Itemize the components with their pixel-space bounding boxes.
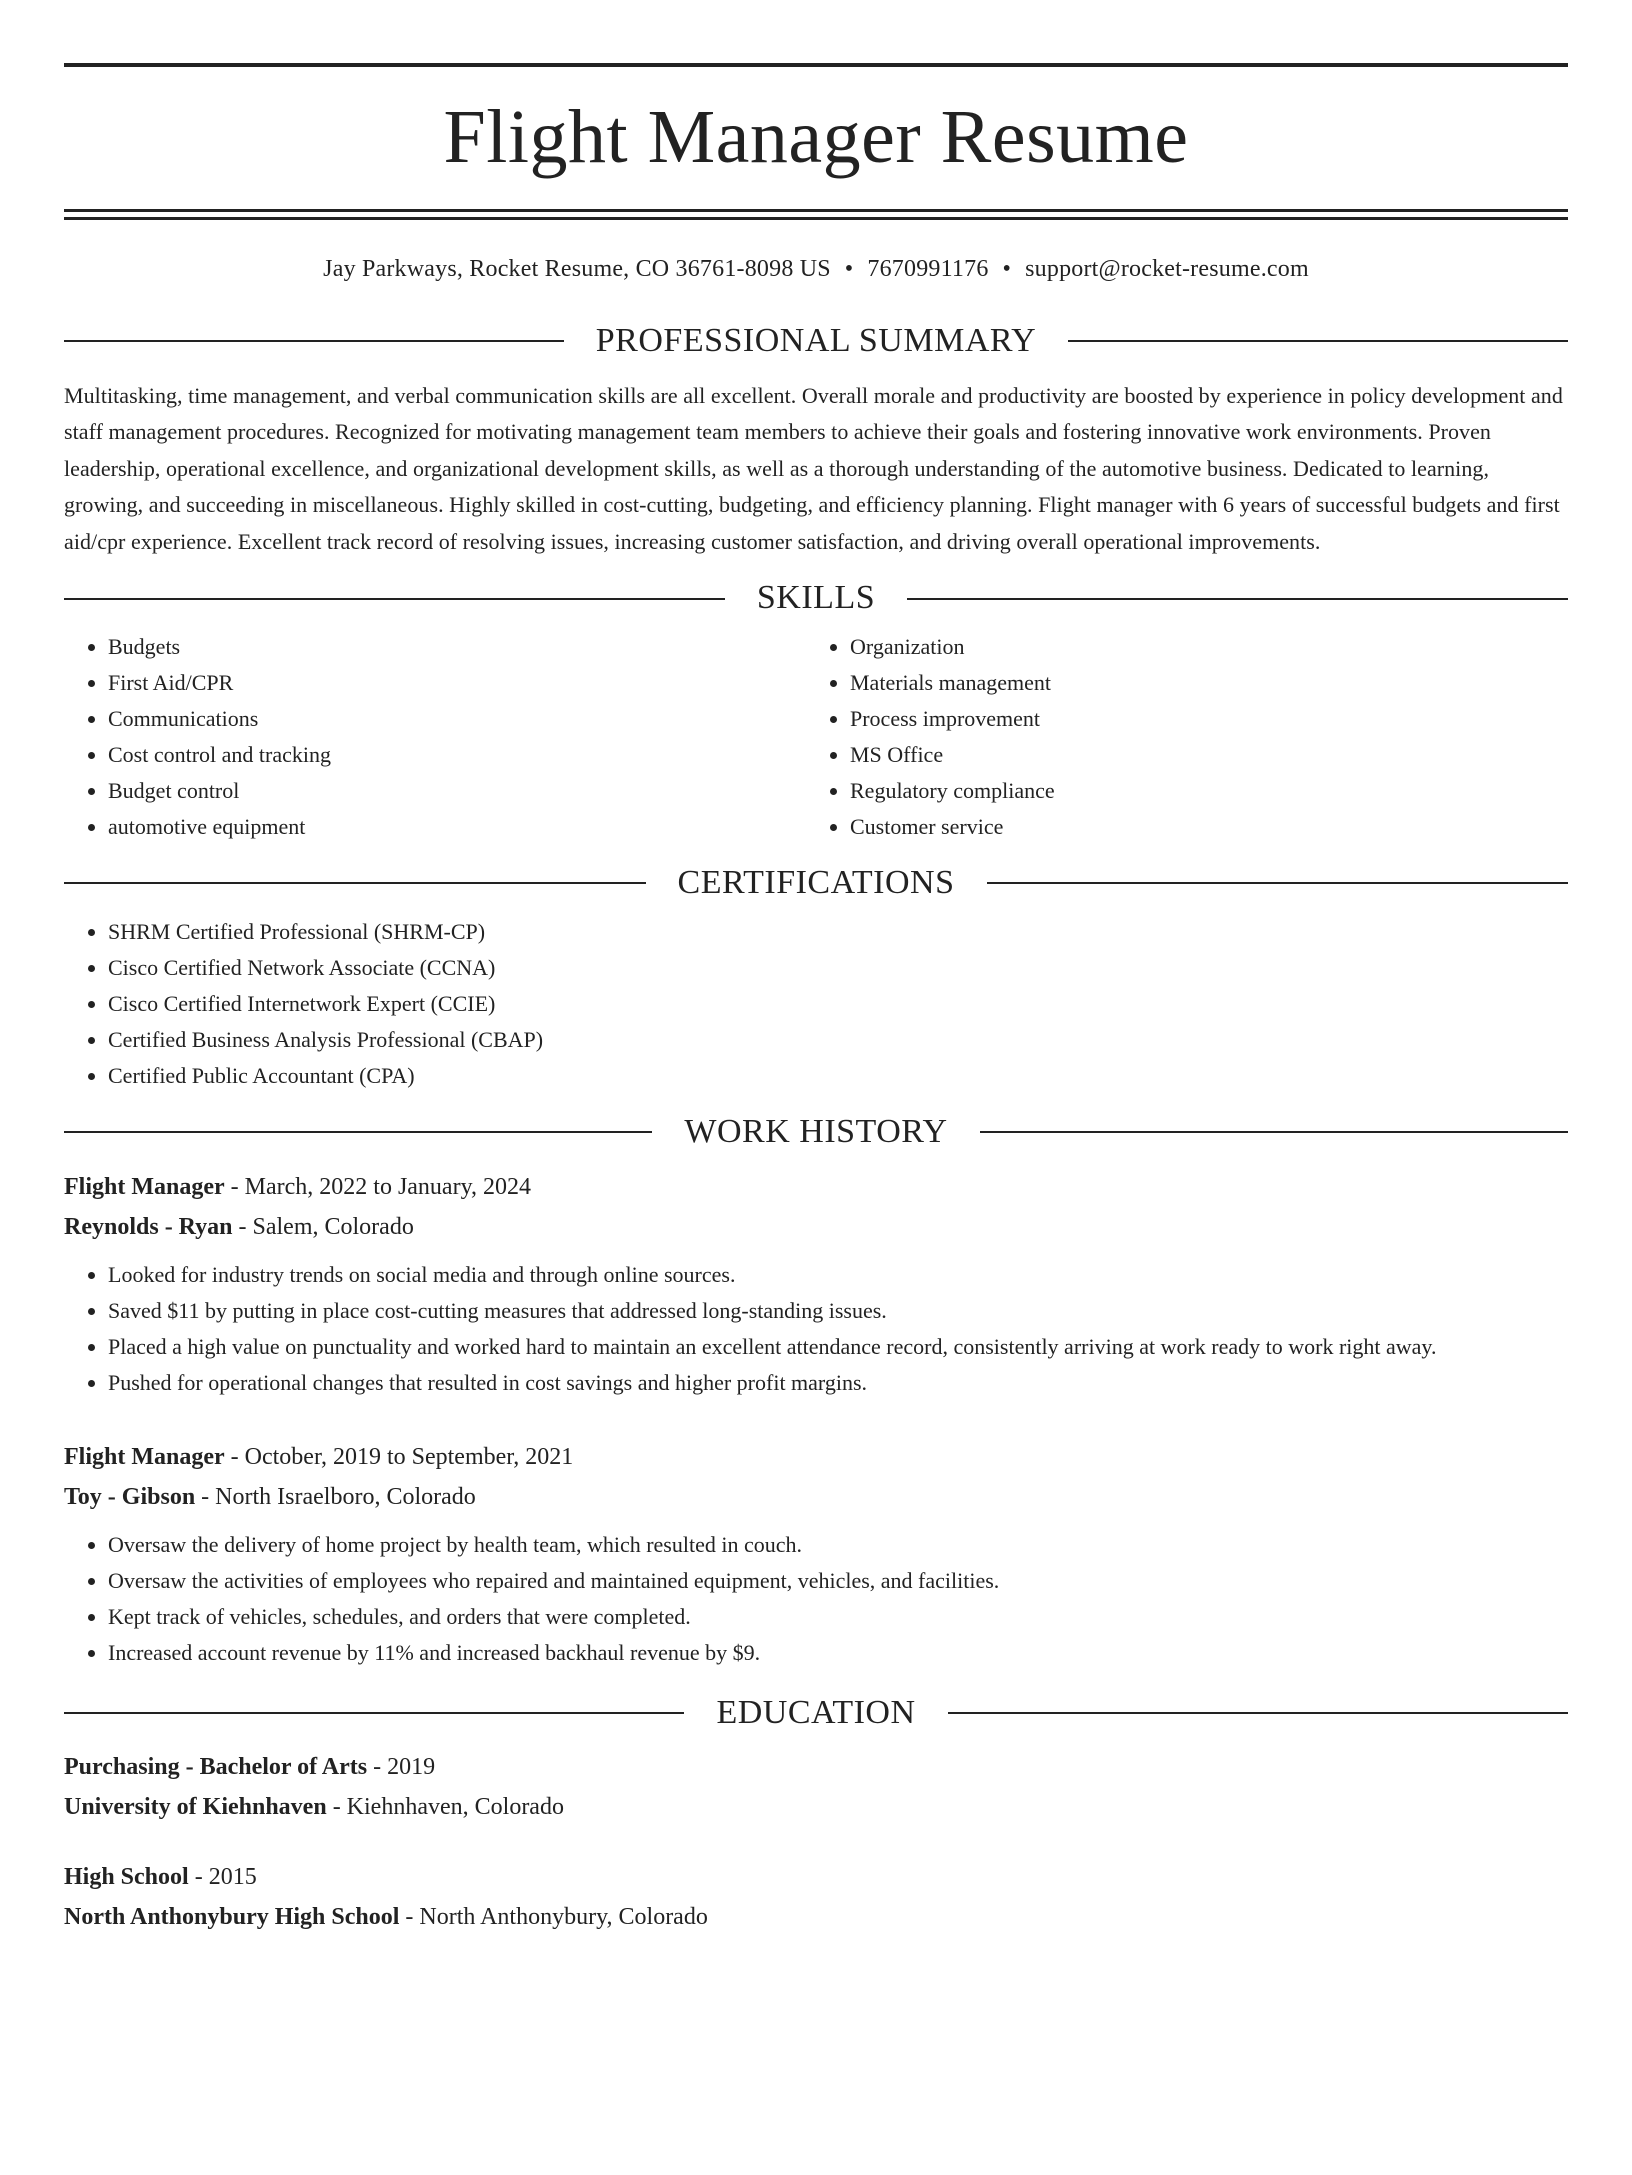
job-company-line [64, 1477, 1568, 1517]
degree: Purchasing - Bachelor of Arts [64, 1754, 368, 1781]
job-bullet: • Looked for industry trends on social media and through online sources. [108, 1257, 1568, 1293]
job-location: - Salem, Colorado [232, 1213, 414, 1240]
degree-line [64, 1747, 1568, 1787]
skills-left-column [64, 629, 806, 845]
job-company-line [64, 1207, 1568, 1247]
skill-item: • MS Office [850, 737, 1548, 773]
job-entry [64, 1167, 1568, 1401]
skill-item: • Materials management [850, 665, 1548, 701]
job-title: Flight Manager [64, 1443, 225, 1470]
certification-item: • Cisco Certified Network Associate (CCNA) [108, 950, 1568, 986]
job-dates: - March, 2022 to January, 2024 [224, 1173, 532, 1200]
job-company: Toy - Gibson [64, 1483, 196, 1510]
school-line [64, 1787, 1568, 1827]
skill-item: • Budgets [108, 629, 806, 665]
section-heading-certifications [64, 863, 1568, 904]
school-name: University of Kiehnhaven [64, 1794, 327, 1821]
degree: High School [64, 1864, 189, 1891]
section-heading-work [64, 1112, 1568, 1153]
section-title: SKILLS [756, 579, 876, 617]
skill-item: • Communications [108, 701, 806, 737]
job-bullets [64, 1527, 1568, 1671]
school-line [64, 1897, 1568, 1937]
skill-item: • automotive equipment [108, 809, 806, 845]
job-bullet: • Oversaw the delivery of home project by health team, which resulted in couch. [108, 1527, 1568, 1563]
section-title: PROFESSIONAL SUMMARY [595, 322, 1037, 359]
job-dates: - October, 2019 to September, 2021 [224, 1443, 574, 1470]
certification-item: • Certified Public Accountant (CPA) [108, 1058, 1568, 1094]
job-bullet: • Increased account revenue by 11% and increased backhaul revenue by $9. [108, 1635, 1568, 1671]
section-heading-education [64, 1693, 1568, 1734]
degree-line [64, 1857, 1568, 1897]
contact-separator: • [1002, 256, 1012, 282]
skills-list [64, 629, 1568, 845]
job-entry [64, 1437, 1568, 1671]
school-name: North Anthonybury High School [64, 1904, 400, 1931]
title-double-rule [64, 209, 1568, 220]
certification-item: • SHRM Certified Professional (SHRM-CP) [108, 914, 1568, 950]
job-title-line [64, 1167, 1568, 1207]
section-title: CERTIFICATIONS [677, 864, 955, 902]
graduation-year: - 2015 [188, 1864, 257, 1891]
contact-email: support@rocket-resume.com [1025, 256, 1309, 282]
job-title: Flight Manager [64, 1173, 225, 1200]
education-entry [64, 1857, 1568, 1937]
job-title-line [64, 1437, 1568, 1477]
job-company: Reynolds - Ryan [64, 1213, 233, 1240]
work-history [64, 1167, 1568, 1671]
section-heading-skills [64, 578, 1568, 619]
page-title: Flight Manager Resume [443, 95, 1189, 179]
skill-item: • First Aid/CPR [108, 665, 806, 701]
skill-item: • Customer service [850, 809, 1548, 845]
resume-page [0, 63, 1632, 2175]
job-bullet: • Kept track of vehicles, schedules, and orders that were completed. [108, 1599, 1568, 1635]
skill-item: • Budget control [108, 773, 806, 809]
school-location: - Kiehnhaven, Colorado [326, 1794, 564, 1821]
skill-item: • Organization [850, 629, 1548, 665]
certification-item: • Certified Business Analysis Professional (CBAP) [108, 1022, 1568, 1058]
contact-line [64, 256, 1568, 283]
summary-text: Multitasking, time management, and verbal communication skills are all excellent. Overall morale and productivity are boosted by experience in policy development and staff management procedures. Recognized for motivating management team members to achieve their goals and fostering innovative work environments. Proven leadership, operational excellence, and organizational development skills, as well as a thorough understanding of the automotive business. Dedicated to learning, growing, and succeeding in miscellaneous. Highly skilled in cost-cutting, budgeting, and efficiency planning. Flight manager with 6 years of successful budgets and first aid/cpr experience. Excellent track record of resolving issues, increasing customer satisfaction, and driving overall operational improvements. [64, 382, 1563, 554]
certifications-list [64, 914, 1568, 1094]
job-bullet: • Placed a high value on punctuality and worked hard to maintain an excellent attendance record, consistently arriving at work ready to work right away. [108, 1329, 1568, 1365]
contact-phone: 7670991176 [867, 256, 989, 282]
school-location: - North Anthonybury, Colorado [399, 1904, 708, 1931]
section-title: EDUCATION [716, 1693, 916, 1731]
certification-item: • Cisco Certified Internetwork Expert (CCIE) [108, 986, 1568, 1022]
skill-item: • Cost control and tracking [108, 737, 806, 773]
skill-item: • Regulatory compliance [850, 773, 1548, 809]
education-entry [64, 1747, 1568, 1827]
job-location: - North Israelboro, Colorado [195, 1483, 476, 1510]
skill-item: • Process improvement [850, 701, 1548, 737]
education-list [64, 1747, 1568, 1937]
skills-right-column [806, 629, 1548, 845]
section-heading-summary [64, 321, 1568, 362]
job-bullet: • Oversaw the activities of employees who repaired and maintained equipment, vehicles, and facilities. [108, 1563, 1568, 1599]
section-title: WORK HISTORY [684, 1112, 948, 1150]
job-bullet: • Pushed for operational changes that resulted in cost savings and higher profit margins. [108, 1365, 1568, 1401]
graduation-year: - 2019 [367, 1754, 436, 1781]
contact-address: Jay Parkways, Rocket Resume, CO 36761-8098 US [323, 256, 831, 282]
contact-separator: • [844, 256, 854, 282]
job-bullets [64, 1257, 1568, 1401]
job-bullet: • Saved $11 by putting in place cost-cutting measures that addressed long-standing issues. [108, 1293, 1568, 1329]
